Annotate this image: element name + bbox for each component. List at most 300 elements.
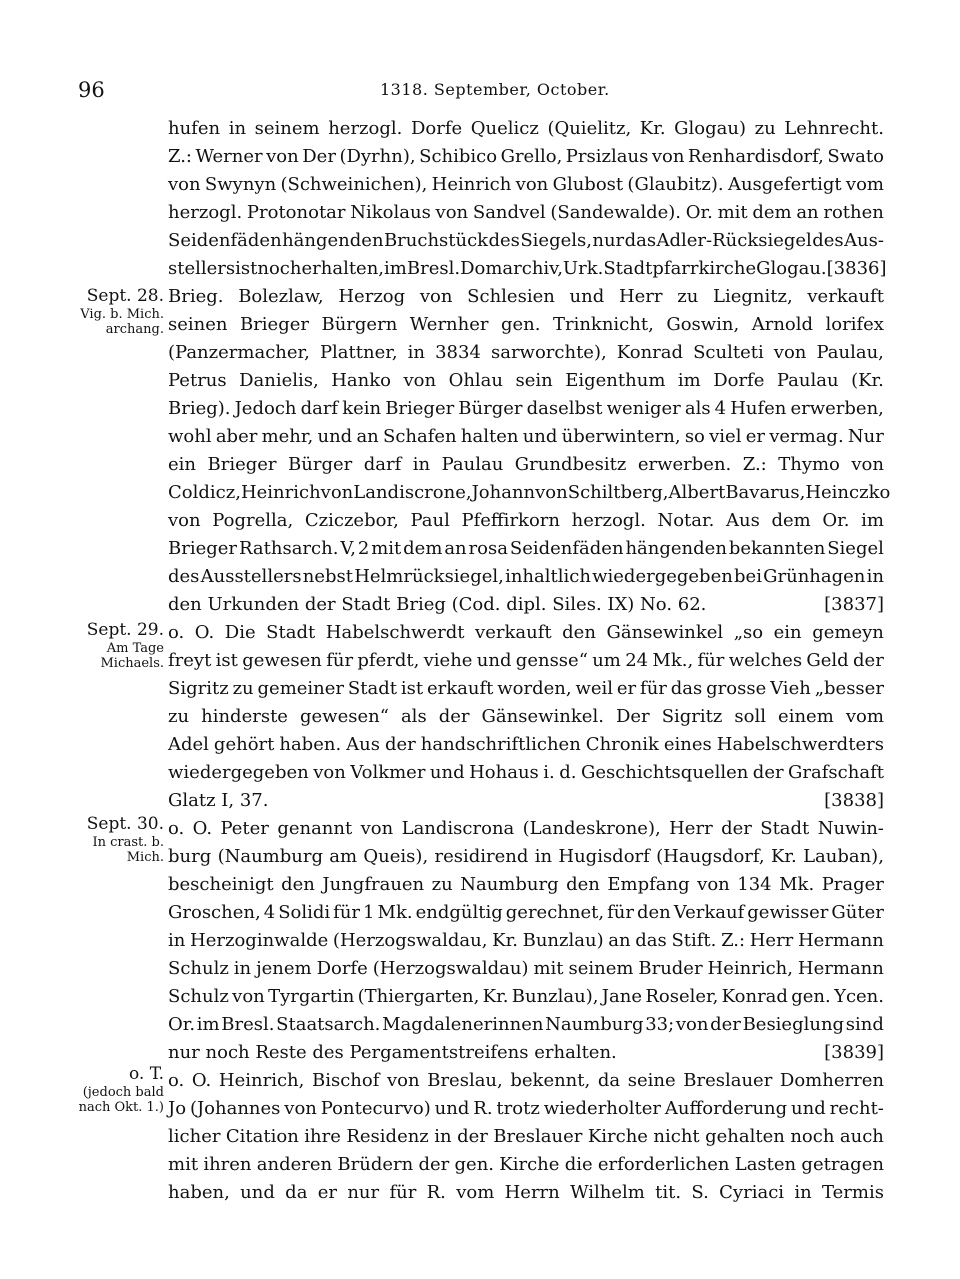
word: Brieger bbox=[207, 454, 277, 475]
word: sind bbox=[845, 1014, 884, 1035]
word: nebst bbox=[302, 566, 354, 587]
word: das bbox=[670, 678, 703, 699]
word: herzogl. bbox=[328, 118, 403, 139]
word: in bbox=[228, 118, 247, 139]
word: [3836] bbox=[826, 258, 887, 279]
word: haben. bbox=[279, 734, 342, 755]
word: Petrus bbox=[168, 370, 227, 391]
word: Geld bbox=[806, 650, 849, 671]
word: Besieglung bbox=[742, 1014, 845, 1035]
document-number: [3837] bbox=[824, 594, 884, 615]
word: herzogl. bbox=[571, 510, 646, 531]
word: er bbox=[745, 426, 765, 447]
word: Swynyn bbox=[204, 174, 277, 195]
word: Siegel bbox=[827, 538, 884, 559]
word: Aufforderung bbox=[664, 1098, 788, 1119]
word: an bbox=[444, 538, 467, 559]
word: 24 bbox=[625, 650, 649, 671]
word: von bbox=[697, 874, 730, 895]
word: Grünhagen bbox=[763, 566, 866, 587]
word: Dorfe bbox=[316, 958, 368, 979]
word: seinem bbox=[568, 958, 634, 979]
word: Staatsarch. bbox=[276, 1014, 381, 1035]
word: Schulz bbox=[168, 958, 229, 979]
word: darf bbox=[363, 454, 402, 475]
text-line bbox=[168, 1011, 884, 1039]
word: Or. bbox=[685, 202, 713, 223]
word: wiedergegeben bbox=[592, 566, 733, 587]
word: Bürger bbox=[458, 398, 523, 419]
margin-note bbox=[60, 814, 164, 865]
word: und bbox=[240, 1182, 275, 1203]
word: Paul bbox=[410, 510, 450, 531]
word: (Thiergarten, bbox=[357, 986, 480, 1007]
text-line bbox=[168, 479, 891, 507]
word: ist bbox=[400, 678, 424, 699]
word: worden, bbox=[497, 678, 572, 699]
word: O. bbox=[194, 622, 215, 643]
word: Z.: bbox=[721, 930, 746, 951]
word: eines bbox=[663, 734, 712, 755]
word: gen. bbox=[454, 1154, 495, 1175]
word: ist bbox=[215, 650, 238, 671]
word: viehe bbox=[423, 650, 473, 671]
word: von bbox=[313, 762, 346, 783]
word: grosse bbox=[706, 678, 767, 699]
text-line bbox=[168, 143, 884, 171]
word: soll bbox=[734, 706, 767, 727]
word: bekennt, bbox=[510, 1070, 591, 1091]
word: dem bbox=[403, 538, 443, 559]
word: Z.: bbox=[168, 146, 192, 167]
word: Domarchiv, bbox=[460, 258, 563, 279]
text-line bbox=[168, 591, 884, 619]
word: vermag. bbox=[769, 426, 844, 447]
word: Aus bbox=[346, 734, 381, 755]
word: O. bbox=[192, 818, 213, 839]
word: Lauban), bbox=[803, 846, 884, 867]
word: da bbox=[285, 1182, 308, 1203]
word: Brieger bbox=[239, 314, 309, 335]
word: Jo bbox=[168, 1098, 187, 1119]
word: Breslauer bbox=[493, 1126, 583, 1147]
word: der bbox=[752, 762, 784, 783]
word: Trinknicht, bbox=[552, 314, 654, 335]
word: der bbox=[438, 706, 470, 727]
word: erhalten, bbox=[301, 258, 385, 279]
text-line bbox=[168, 815, 884, 843]
word: viel bbox=[709, 426, 742, 447]
word: Jedoch bbox=[234, 398, 297, 419]
word: Vieh bbox=[770, 678, 811, 699]
word: die bbox=[564, 1154, 593, 1175]
word: er bbox=[616, 678, 637, 699]
text-line bbox=[168, 787, 884, 815]
word: gemeiner bbox=[257, 678, 345, 699]
word: anderen bbox=[256, 1154, 333, 1175]
margin-feast-cont: archang. bbox=[105, 322, 164, 337]
word: bekannten bbox=[728, 538, 826, 559]
word: Glubost bbox=[552, 174, 624, 195]
word: Wernher bbox=[409, 314, 489, 335]
word: in bbox=[412, 454, 431, 475]
word: Der bbox=[302, 146, 336, 167]
word: und bbox=[569, 286, 605, 307]
word: Bunzlau), bbox=[511, 986, 599, 1007]
word: wiedergegeben bbox=[168, 762, 309, 783]
word: der bbox=[418, 1154, 450, 1175]
word: in bbox=[866, 566, 884, 587]
word: kein bbox=[342, 398, 382, 419]
word: Heinczko bbox=[805, 482, 891, 503]
margin-feast-cont: nach Okt. 1.) bbox=[78, 1100, 164, 1115]
word: o. bbox=[168, 1070, 185, 1091]
word: zu bbox=[431, 874, 453, 895]
word: Sigritz bbox=[168, 678, 229, 699]
word: im bbox=[861, 510, 884, 531]
word: von bbox=[435, 202, 469, 223]
word: Bruder bbox=[638, 958, 703, 979]
word: ein bbox=[168, 454, 197, 475]
word: seine bbox=[627, 1070, 676, 1091]
word: gemeyn bbox=[812, 622, 884, 643]
word: hufen bbox=[168, 118, 221, 139]
word: Nuwin- bbox=[817, 818, 884, 839]
word: und bbox=[317, 426, 353, 447]
word: Kirche bbox=[587, 1126, 648, 1147]
word: Bunzlau) bbox=[522, 930, 604, 951]
word: mit bbox=[717, 202, 748, 223]
text-line bbox=[168, 675, 884, 703]
word: und bbox=[434, 1098, 470, 1119]
word: Landiscrone, bbox=[353, 482, 472, 503]
word: von bbox=[266, 146, 299, 167]
word: 134 bbox=[737, 874, 772, 895]
word: (Panzermacher, bbox=[168, 342, 310, 363]
word: gehört bbox=[213, 734, 275, 755]
word: (Herzogswaldau) bbox=[372, 958, 529, 979]
word: V, bbox=[340, 538, 356, 559]
word: Renhardisdorf, bbox=[687, 146, 824, 167]
text-line bbox=[168, 1039, 884, 1067]
word: Adel bbox=[168, 734, 209, 755]
word: dem bbox=[752, 202, 792, 223]
word: Bürgern bbox=[321, 314, 398, 335]
word: das bbox=[624, 230, 657, 251]
word: rothen bbox=[823, 202, 884, 223]
word: 4 bbox=[263, 902, 276, 923]
word: Plattner, bbox=[319, 342, 398, 363]
text-line-content: nur noch Reste des Pergamentstreifens erhalten. bbox=[168, 1042, 617, 1063]
word: nur bbox=[347, 1182, 380, 1203]
word: Heinrich bbox=[431, 174, 512, 195]
word: des bbox=[168, 566, 200, 587]
text-line bbox=[168, 115, 884, 143]
word: verkauft bbox=[807, 286, 884, 307]
word: von bbox=[320, 482, 354, 503]
word: erwerben. bbox=[637, 454, 732, 475]
word: stellers bbox=[168, 258, 236, 279]
word: Goswin, bbox=[666, 314, 740, 335]
word: Peter bbox=[220, 818, 269, 839]
word: als bbox=[400, 706, 427, 727]
word: Kr. bbox=[482, 986, 509, 1007]
text-line bbox=[168, 423, 884, 451]
word: Paulau bbox=[776, 370, 839, 391]
word: im bbox=[196, 1014, 220, 1035]
word: endgültig bbox=[415, 902, 503, 923]
word: Or. bbox=[822, 510, 850, 531]
word: nur bbox=[592, 230, 625, 251]
word: Herr bbox=[618, 286, 663, 307]
word: seinem bbox=[254, 118, 320, 139]
word: Nikolaus bbox=[350, 202, 431, 223]
word: pferdt, bbox=[357, 650, 420, 671]
word: Kr. bbox=[492, 930, 518, 951]
word: des bbox=[488, 230, 520, 251]
word: Helmrücksiegel, bbox=[354, 566, 504, 587]
word: Jungfrauen bbox=[322, 874, 425, 895]
word: (Kr. bbox=[851, 370, 884, 391]
word: weil bbox=[575, 678, 614, 699]
word: Pfeffirkorn bbox=[461, 510, 560, 531]
word: Der bbox=[615, 706, 650, 727]
word: Brüdern bbox=[337, 1154, 414, 1175]
word: Brieger bbox=[385, 398, 455, 419]
word: sein bbox=[515, 370, 553, 391]
text-line bbox=[168, 703, 884, 731]
word: Prager bbox=[821, 874, 884, 895]
word: Schiltberg, bbox=[567, 482, 669, 503]
word: herzogl. bbox=[168, 202, 243, 223]
text-line-content: Glatz I, 37. bbox=[168, 790, 269, 811]
word: freyt bbox=[168, 650, 212, 671]
word: Aus- bbox=[844, 230, 884, 251]
word: (Herzogswaldau, bbox=[332, 930, 488, 951]
word: Johann bbox=[471, 482, 536, 503]
word: Hugisdorf bbox=[558, 846, 650, 867]
word: Heinrich, bbox=[707, 958, 793, 979]
word: noch bbox=[790, 1126, 835, 1147]
word: zu bbox=[754, 118, 776, 139]
margin-note bbox=[60, 620, 164, 671]
word: Coldicz, bbox=[168, 482, 241, 503]
word: mit bbox=[168, 1154, 199, 1175]
word: in bbox=[407, 342, 426, 363]
word: Hohaus bbox=[469, 762, 539, 783]
word: Kr. bbox=[770, 846, 797, 867]
text-line bbox=[168, 255, 887, 283]
word: genannt bbox=[277, 818, 353, 839]
word: dem bbox=[771, 510, 811, 531]
word: nicht bbox=[653, 1126, 700, 1147]
word: Bolezlaw, bbox=[238, 286, 324, 307]
word: o. bbox=[168, 622, 185, 643]
text-line bbox=[168, 983, 884, 1011]
word: Paulau, bbox=[816, 342, 884, 363]
text-line bbox=[168, 1067, 884, 1095]
word: 1 bbox=[363, 902, 375, 923]
word: von bbox=[419, 286, 453, 307]
word: Bresl. bbox=[406, 258, 461, 279]
word: Schafen bbox=[383, 426, 457, 447]
word: (Sandewalde). bbox=[550, 202, 682, 223]
document-number: [3838] bbox=[824, 790, 884, 811]
word: am bbox=[329, 846, 358, 867]
margin-note bbox=[60, 286, 164, 337]
word: Güter bbox=[831, 902, 884, 923]
word: Ycen. bbox=[834, 986, 884, 1007]
word: 2 bbox=[357, 538, 370, 559]
word: Stadt bbox=[347, 678, 397, 699]
word: Heinrich, bbox=[218, 1070, 305, 1091]
word: und bbox=[522, 426, 558, 447]
text-line bbox=[168, 899, 884, 927]
word: hängenden bbox=[625, 538, 727, 559]
word: Urk. bbox=[562, 258, 604, 279]
word: für bbox=[389, 1182, 417, 1203]
margin-feast-cont: Michaels. bbox=[100, 656, 164, 671]
text-line bbox=[168, 171, 884, 199]
word: hinderste bbox=[201, 706, 288, 727]
word: gewesen bbox=[242, 650, 322, 671]
word: der bbox=[710, 1014, 741, 1035]
word: von bbox=[168, 174, 201, 195]
text-line bbox=[168, 955, 884, 983]
word: für bbox=[333, 902, 361, 923]
word: und bbox=[791, 1098, 826, 1119]
word: Konrad bbox=[721, 986, 788, 1007]
word: gehalten bbox=[705, 1126, 785, 1147]
margin-date: Sept. 29. bbox=[86, 620, 164, 640]
word: Schibico bbox=[419, 146, 498, 167]
word: Kirche bbox=[499, 1154, 560, 1175]
margin-feast: In crast. b. bbox=[92, 835, 164, 850]
word: Aus bbox=[726, 510, 760, 531]
word: in bbox=[233, 958, 252, 979]
word: rosa bbox=[468, 538, 508, 559]
word: Brieg. bbox=[168, 286, 224, 307]
word: als bbox=[684, 398, 711, 419]
word: und bbox=[476, 650, 512, 671]
word: Chronik bbox=[585, 734, 659, 755]
text-line bbox=[168, 843, 884, 871]
word: Z.: bbox=[742, 454, 767, 475]
margin-date: o. T. bbox=[129, 1064, 164, 1084]
word: Die bbox=[224, 622, 256, 643]
word: „so bbox=[733, 622, 764, 643]
word: Danielis, bbox=[239, 370, 319, 391]
word: (Naumburg bbox=[217, 846, 323, 867]
word: Sandvel bbox=[472, 202, 546, 223]
text-line bbox=[168, 283, 884, 311]
text-line bbox=[168, 1151, 884, 1179]
word: Pontecurvo) bbox=[320, 1098, 431, 1119]
word: Stadt bbox=[266, 622, 316, 643]
word: einem bbox=[778, 706, 834, 727]
word: im bbox=[677, 370, 701, 391]
word: Magdalenerinnen bbox=[382, 1014, 544, 1035]
text-line-content: den Urkunden der Stadt Brieg (Cod. dipl. Siles. IX) No. 62. bbox=[168, 594, 707, 615]
word: von bbox=[851, 454, 884, 475]
word: R. bbox=[473, 1098, 493, 1119]
word: sarworchte), bbox=[490, 342, 607, 363]
word: von bbox=[168, 510, 201, 531]
word: wiederholter bbox=[543, 1098, 661, 1119]
word: überwintern, bbox=[561, 426, 681, 447]
word: tit. bbox=[655, 1182, 682, 1203]
word: Sculteti bbox=[693, 342, 764, 363]
word: Ohlau bbox=[448, 370, 504, 391]
word: Hufen bbox=[730, 398, 787, 419]
word: Glogau) bbox=[674, 118, 746, 139]
word: in bbox=[534, 846, 553, 867]
word: verkauft bbox=[475, 622, 552, 643]
word: ihren bbox=[203, 1154, 252, 1175]
word: erwerben, bbox=[790, 398, 884, 419]
word: trotz bbox=[496, 1098, 540, 1119]
text-line bbox=[168, 1123, 884, 1151]
word: Residenz bbox=[346, 1126, 429, 1147]
text-line bbox=[168, 507, 884, 535]
word: jenem bbox=[256, 958, 312, 979]
word: d. bbox=[559, 762, 577, 783]
word: zu bbox=[677, 286, 699, 307]
text-line bbox=[168, 227, 884, 255]
word: Queis), bbox=[363, 846, 429, 867]
word: Mk. bbox=[779, 874, 815, 895]
word: in bbox=[168, 930, 186, 951]
word: Tyrgartin bbox=[268, 986, 355, 1007]
word: lorifex bbox=[825, 314, 884, 335]
word: inhaltlich bbox=[505, 566, 591, 587]
word: Herr bbox=[749, 930, 794, 951]
word: Gänsewinkel bbox=[606, 622, 724, 643]
word: S. bbox=[691, 1182, 709, 1203]
word: (Glaubitz). bbox=[627, 174, 724, 195]
word: gewesen“ bbox=[300, 706, 389, 727]
word: auch bbox=[839, 1126, 884, 1147]
word: von bbox=[675, 1014, 709, 1035]
word: den bbox=[281, 874, 315, 895]
word: Rathsarch. bbox=[238, 538, 339, 559]
word: hängenden bbox=[282, 230, 384, 251]
word: Bischof bbox=[311, 1070, 380, 1091]
text-line bbox=[168, 395, 884, 423]
word: Adler-Rücksiegel bbox=[656, 230, 812, 251]
word: Lasten bbox=[734, 1154, 797, 1175]
word: von bbox=[535, 482, 568, 503]
word: Mk. bbox=[377, 902, 413, 923]
word: bei bbox=[734, 566, 762, 587]
word: ein bbox=[773, 622, 802, 643]
word: Stift. bbox=[671, 930, 717, 951]
word: Termis bbox=[822, 1182, 884, 1203]
word: an bbox=[796, 202, 819, 223]
word: Heinrich bbox=[240, 482, 321, 503]
word: noch bbox=[257, 258, 302, 279]
word: er bbox=[317, 1182, 338, 1203]
text-line bbox=[168, 535, 884, 563]
word: der bbox=[457, 1126, 488, 1147]
word: Herr bbox=[669, 818, 713, 839]
word: licher bbox=[168, 1126, 221, 1147]
word: Dorfe bbox=[410, 118, 463, 139]
word: vom bbox=[845, 174, 884, 195]
word: Pogrella, bbox=[212, 510, 294, 531]
word: Seidenfäden bbox=[168, 230, 282, 251]
word: mit bbox=[371, 538, 402, 559]
